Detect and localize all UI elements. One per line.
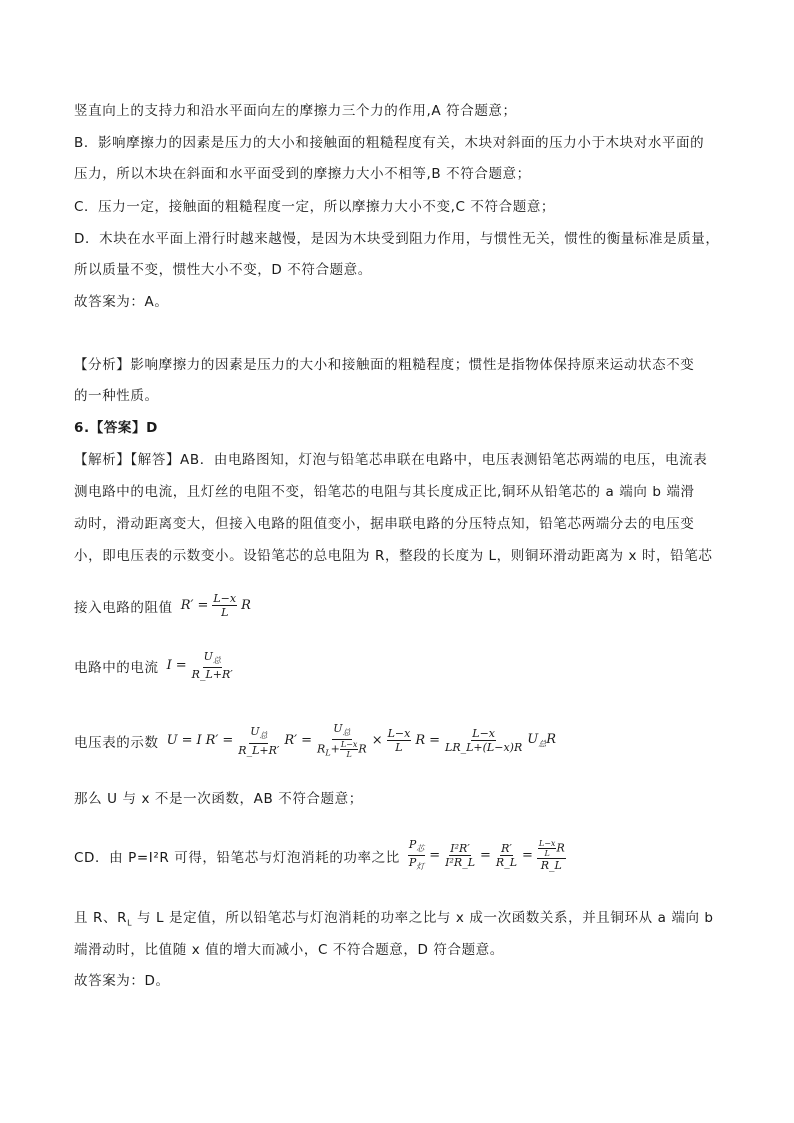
- solution-line: 【解析】【解答】AB．由电路图知，灯泡与铅笔芯串联在电路中，电压表测铅笔芯两端的电压，电流表: [74, 452, 708, 468]
- text-line: 压力，所以木块在斜面和水平面受到的摩擦力大小不相等,B 不符合题意；: [74, 166, 531, 182]
- formula-voltmeter: 电压表的示数 U = I R′ = $\frac{U_总}{R\_L+R'}$ R′ = $U_总$ $R_L+$ $\frac{L-x}{L}$ R × $\frac{L-x}{L}$ R = $\frac{L-x}{LR\_L+(L-x)R}$ $U_总R$: [74, 722, 556, 760]
- nested-numerator: $\frac{L-x}{L}$ R: [538, 839, 565, 859]
- fraction: $\frac{L-x}{LR\_L+(L-x)R}$: [445, 727, 523, 755]
- formula-label: CD．由 P=I²R 可得，铅笔芯与灯泡消耗的功率之比: [74, 849, 400, 866]
- text-line: 那么 U 与 x 不是一次函数，AB 不符合题意；: [74, 791, 363, 807]
- answer-line: 故答案为：D。: [74, 973, 170, 989]
- formula-label: 接入电路的阻值: [74, 599, 173, 616]
- fraction: $\frac{P_芯}{P_灯}$: [408, 838, 425, 872]
- formula-r-prime: 接入电路的阻值 R′ = $\frac{L-x}{L}$ R: [74, 592, 251, 619]
- fraction: $\frac{L-x}{L}$: [213, 592, 237, 619]
- text-line: B．影响摩擦力的因素是压力的大小和接触面的粗糙程度有关，木块对斜面的压力小于木块对水平面的: [74, 135, 705, 151]
- text-line: D．木块在水平面上滑行时越来越慢，是因为木块受到阻力作用，与惯性无关，惯性的衡量标准是质量，: [74, 231, 720, 247]
- formula-power-ratio: CD．由 P=I²R 可得，铅笔芯与灯泡消耗的功率之比 $\frac{P_芯}{P_灯}$ = $\frac{\text{I²R′}}{\text{I²R\_L}}$ = $\frac{R'}{R\_L}$ = $\frac{L-x}{L}$ R R_L: [74, 838, 565, 873]
- fraction: $\frac{\text{I²R′}}{\text{I²R\_L}}$: [445, 842, 475, 870]
- text-line: C．压力一定，接触面的粗糙程度一定，所以摩擦力大小不变,C 不符合题意；: [74, 199, 556, 215]
- fraction: $\frac{L-x}{L}$ R R_L: [538, 839, 565, 873]
- formula-label: 电压表的示数: [74, 734, 159, 751]
- analysis-line: 【分析】影响摩擦力的因素是压力的大小和接触面的粗糙程度；惯性是指物体保持原来运动状态不变: [74, 357, 695, 373]
- text-line: 所以质量不变，惯性大小不变，D 不符合题意。: [74, 262, 372, 278]
- text-line: 竖直向上的支持力和沿水平面向左的摩擦力三个力的作用,A 符合题意；: [74, 103, 517, 119]
- text-line: 且 R、$R_L$ 与 L 是定值，所以铅笔芯与灯泡消耗的功率之比与 x 成一次函数关系，并且铜环从 a 端向 b: [74, 910, 714, 928]
- fraction: $\frac{U_总}{R\_L+R'}$: [191, 650, 233, 682]
- text-line: 端滑动时，比值随 x 值的增大而减小，C 不符合题意，D 符合题意。: [74, 942, 504, 958]
- formula-label: 电路中的电流: [74, 659, 159, 676]
- answer-line: 故答案为：A。: [74, 294, 169, 310]
- solution-line: 动时，滑动距离变大，但接入电路的阻值变小，据串联电路的分压特点知，铅笔芯两端分去的电压变: [74, 516, 695, 532]
- solution-line: 小，即电压表的示数变小。设铅笔芯的总电阻为 R，整段的长度为 L，则铜环滑动距离为 x 时，铅笔芯: [74, 548, 713, 564]
- question-answer-heading: 6.【答案】D: [74, 420, 158, 436]
- fraction: $\frac{R'}{R\_L}$: [495, 842, 517, 870]
- fraction: $U_总$ $R_L+$ $\frac{L-x}{L}$ R: [317, 722, 367, 760]
- nested-denominator: $R_L+$ $\frac{L-x}{L}$ R: [317, 740, 367, 760]
- fraction: $\frac{U_总}{R\_L+R'}$: [238, 725, 280, 757]
- fraction: $\frac{L-x}{L}$: [387, 727, 411, 755]
- analysis-line: 的一种性质。: [74, 388, 159, 404]
- solution-line: 测电路中的电流，且灯丝的电阻不变，铅笔芯的电阻与其长度成正比,铜环从铅笔芯的 a 端向 b 端滑: [74, 484, 695, 500]
- formula-current: 电路中的电流 I = $\frac{U_总}{R\_L+R'}$: [74, 650, 233, 682]
